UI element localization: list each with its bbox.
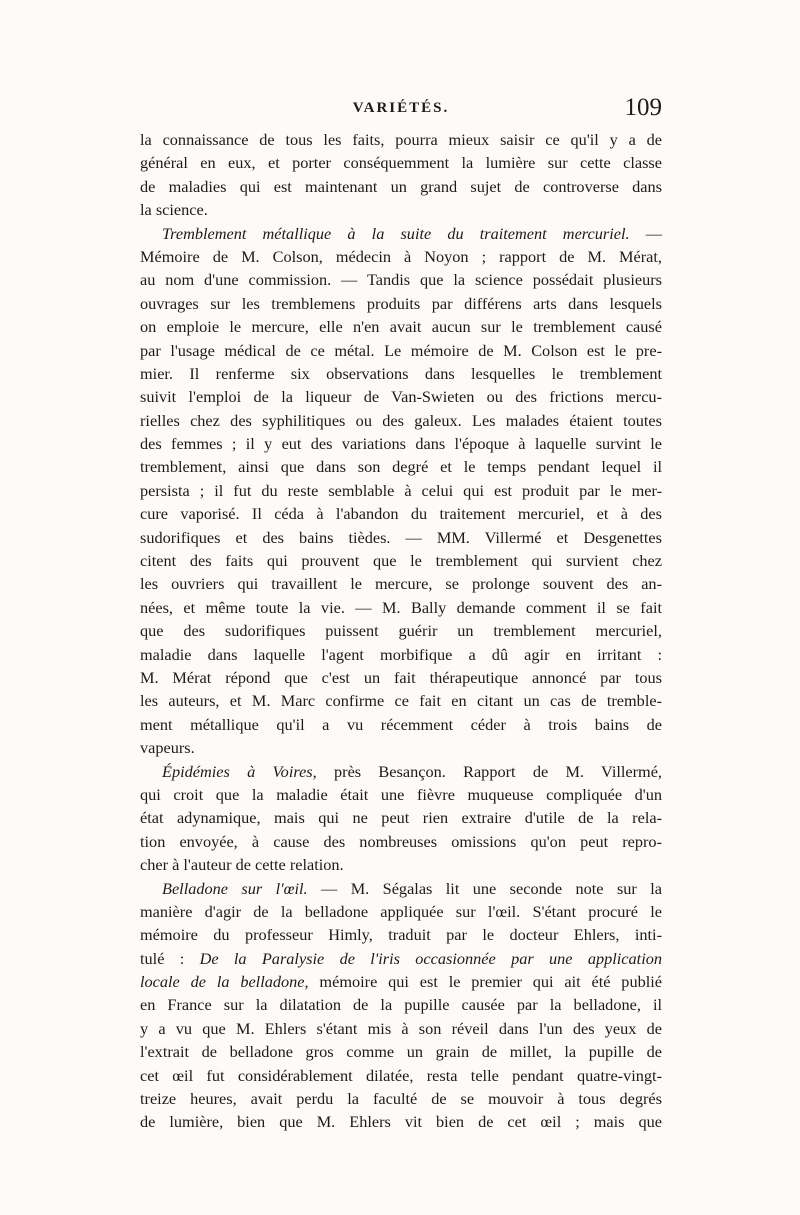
text-line (140, 877, 662, 900)
text-line (140, 1017, 662, 1040)
line-text: par l'usage médical de ce métal. Le mémoire de M. Colson est le pre- (140, 340, 662, 360)
line-text: y a vu que M. Ehlers s'étant mis à son réveil dans l'un des yeux de (140, 1018, 662, 1038)
line-text: , près Besançon. Rapport de M. Villermé, (312, 761, 663, 781)
line-text: M. Mérat répond que c'est un fait thérapeutique annoncé par tous (140, 667, 662, 687)
italic-title: De la Paralysie de l'iris occasionnée par une application (199, 948, 662, 968)
text-line (140, 455, 662, 478)
line-text: l'extrait de belladone gros comme un grain de millet, la pupille de (140, 1042, 662, 1062)
text-line (140, 596, 662, 619)
text-line (140, 151, 662, 174)
text-line (140, 198, 662, 221)
text-line (140, 339, 662, 362)
page-header (140, 96, 662, 126)
line-text: manière d'agir de la belladone appliquée sur l'œil. S'étant procuré le (140, 901, 662, 921)
text-line (140, 128, 662, 151)
text-line (140, 572, 662, 595)
line-text: on emploie le mercure, elle n'en avait aucun sur le tremblement causé (140, 317, 662, 337)
italic-heading: Tremblement métallique à la suite du traitement mercuriel. (162, 223, 630, 243)
line-text: rielles chez des syphilitiques ou des galeux. Les malades étaient toutes (140, 410, 662, 430)
line-text: vapeurs. (140, 738, 195, 758)
line-text: , mémoire qui est le premier qui ait été publié (304, 972, 662, 992)
text-line (140, 853, 662, 876)
italic-heading: locale de la belladone (140, 972, 305, 992)
line-text: en France sur la dilatation de la pupille causée par la belladone, il (140, 995, 662, 1015)
line-text: cher à l'auteur de cette relation. (140, 855, 344, 875)
line-text: treize heures, avait perdu la faculté de se mouvoir à tous degrés (140, 1089, 662, 1109)
text-line (140, 175, 662, 198)
italic-heading: Belladone sur l'œil. (162, 878, 308, 898)
text-line (140, 970, 662, 993)
text-line (140, 830, 662, 853)
text-line (140, 362, 662, 385)
text-line (140, 619, 662, 642)
text-line (140, 666, 662, 689)
text-line (140, 760, 662, 783)
line-text: cure vaporisé. Il céda à l'abandon du traitement mercuriel, et à des (140, 504, 662, 524)
line-text: sudorifiques et des bains tièdes. — MM. Villermé et Desgenettes (140, 527, 662, 547)
text-line (140, 292, 662, 315)
line-text: état adynamique, mais qui ne peut rien extraire d'utile de la rela- (140, 808, 662, 828)
text-line (140, 1087, 662, 1110)
text-line (140, 222, 662, 245)
line-text: — (629, 223, 662, 243)
line-text: mier. Il renferme six observations dans lesquelles le tremblement (140, 363, 662, 383)
line-text: mémoire du professeur Himly, traduit par le docteur Ehlers, inti- (140, 925, 662, 945)
line-text: maladie dans laquelle l'agent morbifique a dû agir en irritant : (140, 644, 662, 664)
text-line (140, 783, 662, 806)
text-line (140, 1040, 662, 1063)
text-line (140, 479, 662, 502)
text-line (140, 643, 662, 666)
text-line (140, 1110, 662, 1133)
text-line (140, 315, 662, 338)
line-text: de maladies qui est maintenant un grand sujet de controverse dans (140, 176, 662, 196)
line-text: suivit l'emploi de la liqueur de Van-Swieten ou des frictions mercu- (140, 387, 662, 407)
text-line (140, 409, 662, 432)
line-text: Mémoire de M. Colson, médecin à Noyon ; rapport de M. Mérat, (140, 246, 662, 266)
line-text: tion envoyée, à cause des nombreuses omissions qu'on peut repro- (140, 831, 662, 851)
text-line (140, 689, 662, 712)
line-text: de lumière, bien que M. Ehlers vit bien de cet œil ; mais que (140, 1112, 662, 1132)
italic-heading: Épidémies à Voires (162, 761, 313, 781)
text-line (140, 549, 662, 572)
text-line (140, 993, 662, 1016)
line-text: les ouvriers qui travaillent le mercure, se prolonge souvent des an- (140, 574, 662, 594)
line-text: la connaissance de tous les faits, pourra mieux saisir ce qu'il y a de (140, 130, 662, 149)
line-text: les auteurs, et M. Marc confirme ce fait en citant un cas de tremble- (140, 691, 662, 711)
line-text: ment métallique qu'il a vu récemment céder à trois bains de (140, 714, 662, 734)
line-text: général en eux, et porter conséquemment la lumière sur cette classe (140, 153, 662, 173)
text-line (140, 947, 662, 970)
line-text: citent des faits qui prouvent que le tremblement qui survient chez (140, 551, 662, 571)
text-line (140, 900, 662, 923)
line-text: que des sudorifiques puissent guérir un tremblement mercuriel, (140, 621, 662, 641)
text-line (140, 245, 662, 268)
text-line (140, 502, 662, 525)
line-text: — M. Ségalas lit une seconde note sur la (307, 878, 662, 898)
line-text: la science. (140, 200, 208, 220)
text-line (140, 526, 662, 549)
line-text: au nom d'une commission. — Tandis que la science possédait plusieurs (140, 270, 662, 290)
line-text: qui croit que la maladie était une fièvre muqueuse compliquée d'un (140, 784, 662, 804)
page-number: 109 (624, 94, 662, 121)
text-line (140, 432, 662, 455)
text-line (140, 923, 662, 946)
text-line (140, 385, 662, 408)
line-text: tremblement, ainsi que dans son degré et le temps pendant lequel il (140, 457, 662, 477)
line-text: cet œil fut considérablement dilatée, resta telle pendant quatre-vingt- (140, 1065, 662, 1085)
text-line (140, 713, 662, 736)
line-text: des femmes ; il y eut des variations dans l'époque à laquelle survint le (140, 434, 662, 454)
body-text (140, 128, 662, 1134)
text-line (140, 806, 662, 829)
line-text: tulé : (140, 948, 200, 968)
text-line (140, 268, 662, 291)
running-title: VARIÉTÉS. (352, 100, 450, 116)
text-line (140, 736, 662, 759)
line-text: ouvrages sur les tremblemens produits par différens arts dans lesquels (140, 293, 662, 313)
line-text: nées, et même toute la vie. — M. Bally demande comment il se fait (140, 597, 662, 617)
text-line (140, 1064, 662, 1087)
line-text: persista ; il fut du reste semblable à celui qui est produit par le mer- (140, 480, 662, 500)
